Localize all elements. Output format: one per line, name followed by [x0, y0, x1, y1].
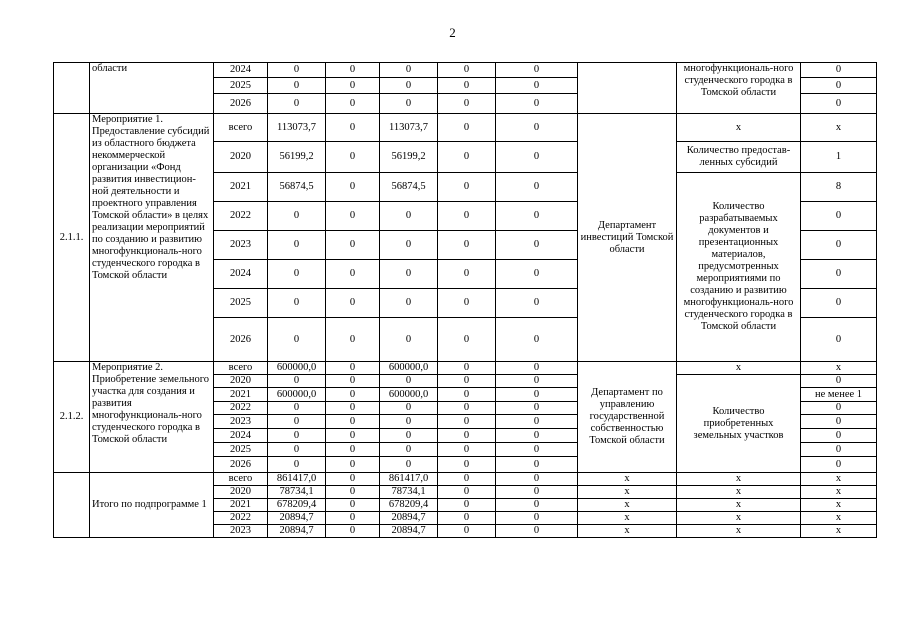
cell-obl: 0: [380, 202, 438, 231]
cell-obl: 20894,7: [380, 512, 438, 525]
cell-fed: 0: [326, 231, 380, 260]
cell-year: 2021: [214, 499, 268, 512]
cell-extra: 0: [496, 362, 578, 375]
cell-year: всего: [214, 362, 268, 375]
cell-extra: 0: [496, 231, 578, 260]
cell-fed: 0: [326, 202, 380, 231]
executor-value: x: [578, 512, 677, 525]
executor-value: x: [578, 525, 677, 538]
executor-value: x: [578, 486, 677, 499]
cell-extra: 0: [496, 94, 578, 114]
cell-total: 861417,0: [268, 473, 326, 486]
cell-loc: 0: [438, 231, 496, 260]
cell-total: 600000,0: [268, 362, 326, 375]
cell-fed: 0: [326, 402, 380, 415]
indicator-name: x: [677, 362, 801, 375]
totals-name: Итого по подпрограмме 1: [90, 473, 214, 538]
id-cell: [54, 473, 90, 538]
cell-year: 2025: [214, 443, 268, 457]
cell-loc: 0: [438, 443, 496, 457]
cell-year: 2025: [214, 289, 268, 318]
cell-extra: 0: [496, 289, 578, 318]
cell-fed: 0: [326, 375, 380, 388]
cell-obl: 56874,5: [380, 173, 438, 202]
cell-obl: 861417,0: [380, 473, 438, 486]
indicator-value: 0: [801, 231, 877, 260]
indicator-name: x: [677, 486, 801, 499]
table-row: [54, 114, 877, 142]
indicator-value: x: [801, 525, 877, 538]
cell-extra: 0: [496, 402, 578, 415]
cell-extra: 0: [496, 260, 578, 289]
cell-loc: 0: [438, 486, 496, 499]
cell-total: 0: [268, 429, 326, 443]
indicator-name: x: [677, 499, 801, 512]
cell-extra: 0: [496, 525, 578, 538]
cell-total: 113073,7: [268, 114, 326, 142]
cell-total: 0: [268, 443, 326, 457]
cell-total: 56199,2: [268, 142, 326, 173]
cell-year: 2026: [214, 94, 268, 114]
cell-fed: 0: [326, 63, 380, 78]
cell-total: 0: [268, 457, 326, 473]
cell-fed: 0: [326, 499, 380, 512]
indicator-value: 0: [801, 443, 877, 457]
indicator-value: 0: [801, 289, 877, 318]
cell-fed: 0: [326, 114, 380, 142]
cell-obl: 0: [380, 375, 438, 388]
indicator-value: 0: [801, 94, 877, 114]
indicator-value: 0: [801, 78, 877, 94]
event-id: 2.1.1.: [54, 114, 90, 362]
cell-total: 0: [268, 78, 326, 94]
cell-loc: 0: [438, 362, 496, 375]
cell-extra: 0: [496, 457, 578, 473]
indicator-value: 0: [801, 415, 877, 429]
indicator-name: Количество приобретенных земельных участков: [677, 375, 801, 473]
cell-total: 0: [268, 289, 326, 318]
cell-extra: 0: [496, 499, 578, 512]
event-id: 2.1.2.: [54, 362, 90, 473]
cell-fed: 0: [326, 260, 380, 289]
cell-fed: 0: [326, 142, 380, 173]
cell-fed: 0: [326, 388, 380, 402]
cell-year: 2021: [214, 173, 268, 202]
cell-fed: 0: [326, 473, 380, 486]
indicator-value: 0: [801, 318, 877, 362]
indicator-value: x: [801, 486, 877, 499]
cell-loc: 0: [438, 402, 496, 415]
cell-obl: 600000,0: [380, 388, 438, 402]
event-name: Мероприятие 2. Приобретение земельного участка для создания и развития многофункциональ-ного студенческого городка в Томской области: [90, 362, 214, 473]
cell-fed: 0: [326, 173, 380, 202]
cell-year: всего: [214, 114, 268, 142]
indicator-name: многофункциональ-ного студенческого городка в Томской области: [677, 63, 801, 114]
cell-fed: 0: [326, 525, 380, 538]
table-row: [54, 473, 877, 486]
cell-loc: 0: [438, 429, 496, 443]
cell-total: 56874,5: [268, 173, 326, 202]
cell-extra: 0: [496, 114, 578, 142]
cell-extra: 0: [496, 173, 578, 202]
cell-extra: 0: [496, 375, 578, 388]
indicator-value: x: [801, 512, 877, 525]
cell-obl: 0: [380, 94, 438, 114]
cell-extra: 0: [496, 415, 578, 429]
cell-loc: 0: [438, 94, 496, 114]
cell-total: 0: [268, 94, 326, 114]
cell-fed: 0: [326, 457, 380, 473]
cell-loc: 0: [438, 457, 496, 473]
cell-extra: 0: [496, 486, 578, 499]
cell-year: 2020: [214, 486, 268, 499]
cell-total: 0: [268, 260, 326, 289]
cell-loc: 0: [438, 388, 496, 402]
indicator-name: x: [677, 525, 801, 538]
cell-extra: 0: [496, 142, 578, 173]
cell-loc: 0: [438, 499, 496, 512]
cell-fed: 0: [326, 443, 380, 457]
cell-obl: 20894,7: [380, 525, 438, 538]
cell-fed: 0: [326, 415, 380, 429]
cell-total: 0: [268, 402, 326, 415]
cell-year: 2020: [214, 375, 268, 388]
cell-extra: 0: [496, 429, 578, 443]
cell-year: 2023: [214, 231, 268, 260]
indicator-value: 0: [801, 457, 877, 473]
indicator-value: 0: [801, 375, 877, 388]
executor-name: Департамент инвестиций Томской области: [578, 114, 677, 362]
cell-year: 2026: [214, 318, 268, 362]
cell-fed: 0: [326, 318, 380, 362]
cell-extra: 0: [496, 388, 578, 402]
indicator-value: 0: [801, 402, 877, 415]
cell-extra: 0: [496, 318, 578, 362]
indicator-value: x: [801, 362, 877, 375]
cell-fed: 0: [326, 362, 380, 375]
event-name: области: [90, 63, 214, 114]
cell-total: 0: [268, 375, 326, 388]
cell-year: 2023: [214, 415, 268, 429]
cell-year: 2022: [214, 512, 268, 525]
cell-extra: 0: [496, 202, 578, 231]
indicator-value: не менее 1: [801, 388, 877, 402]
cell-obl: 0: [380, 231, 438, 260]
indicator-value: 1: [801, 142, 877, 173]
cell-total: 20894,7: [268, 525, 326, 538]
cell-year: 2023: [214, 525, 268, 538]
cell-extra: 0: [496, 473, 578, 486]
id-cell: [54, 63, 90, 114]
indicator-value: 0: [801, 63, 877, 78]
table-row: [54, 63, 877, 78]
cell-total: 0: [268, 415, 326, 429]
cell-obl: 0: [380, 318, 438, 362]
cell-total: 0: [268, 63, 326, 78]
cell-loc: 0: [438, 260, 496, 289]
cell-loc: 0: [438, 512, 496, 525]
cell-total: 678209,4: [268, 499, 326, 512]
cell-obl: 678209,4: [380, 499, 438, 512]
indicator-value: x: [801, 499, 877, 512]
cell-obl: 0: [380, 78, 438, 94]
indicator-name: Количество разрабатываемых документов и презентационных материалов, предусмотренных мероприятиями по созданию и развитию многофункциональ-ного студенческого городка в Томской области: [677, 173, 801, 362]
cell-loc: 0: [438, 415, 496, 429]
cell-loc: 0: [438, 318, 496, 362]
cell-year: 2021: [214, 388, 268, 402]
cell-year: 2024: [214, 429, 268, 443]
cell-total: 78734,1: [268, 486, 326, 499]
indicator-value: x: [801, 114, 877, 142]
executor-name: Департамент по управлению государственной собственностью Томской области: [578, 362, 677, 473]
cell-obl: 0: [380, 457, 438, 473]
cell-fed: 0: [326, 486, 380, 499]
cell-loc: 0: [438, 114, 496, 142]
cell-extra: 0: [496, 63, 578, 78]
cell-loc: 0: [438, 202, 496, 231]
cell-loc: 0: [438, 78, 496, 94]
cell-year: 2024: [214, 63, 268, 78]
event-name: Мероприятие 1. Предоставление субсидий из областного бюджета некоммерческой организации «Фонд развития инвестицион-ной деятельности и проектного управления Томской области» в целях реализации мероприятий по созданию и развитию многофункциональ-ного студенческого городка в Томской области: [90, 114, 214, 362]
cell-fed: 0: [326, 94, 380, 114]
cell-total: 0: [268, 202, 326, 231]
cell-fed: 0: [326, 512, 380, 525]
cell-total: 20894,7: [268, 512, 326, 525]
cell-obl: 0: [380, 260, 438, 289]
cell-obl: 56199,2: [380, 142, 438, 173]
cell-obl: 0: [380, 402, 438, 415]
cell-fed: 0: [326, 78, 380, 94]
cell-extra: 0: [496, 443, 578, 457]
cell-loc: 0: [438, 142, 496, 173]
cell-loc: 0: [438, 375, 496, 388]
cell-year: 2025: [214, 78, 268, 94]
cell-loc: 0: [438, 63, 496, 78]
cell-extra: 0: [496, 512, 578, 525]
page-number: 2: [449, 25, 456, 40]
cell-total: 0: [268, 231, 326, 260]
cell-loc: 0: [438, 473, 496, 486]
cell-year: 2022: [214, 402, 268, 415]
cell-loc: 0: [438, 289, 496, 318]
cell-obl: 78734,1: [380, 486, 438, 499]
cell-year: 2026: [214, 457, 268, 473]
cell-obl: 0: [380, 429, 438, 443]
indicator-value: 0: [801, 429, 877, 443]
executor-value: x: [578, 499, 677, 512]
cell-fed: 0: [326, 429, 380, 443]
executor-value: x: [578, 473, 677, 486]
cell-loc: 0: [438, 173, 496, 202]
cell-year: всего: [214, 473, 268, 486]
indicator-value: 0: [801, 202, 877, 231]
indicator-value: x: [801, 473, 877, 486]
indicator-name: Количество предостав-ленных субсидий: [677, 142, 801, 173]
cell-obl: 0: [380, 443, 438, 457]
cell-year: 2022: [214, 202, 268, 231]
executor-cell: [578, 63, 677, 114]
cell-obl: 0: [380, 415, 438, 429]
indicator-name: x: [677, 473, 801, 486]
indicator-value: 8: [801, 173, 877, 202]
table-row: [54, 362, 877, 375]
indicator-name: x: [677, 114, 801, 142]
cell-obl: 600000,0: [380, 362, 438, 375]
cell-total: 600000,0: [268, 388, 326, 402]
cell-year: 2024: [214, 260, 268, 289]
indicator-value: 0: [801, 260, 877, 289]
indicator-name: x: [677, 512, 801, 525]
cell-obl: 113073,7: [380, 114, 438, 142]
cell-fed: 0: [326, 289, 380, 318]
cell-extra: 0: [496, 78, 578, 94]
cell-obl: 0: [380, 63, 438, 78]
program-table: [53, 62, 877, 538]
cell-obl: 0: [380, 289, 438, 318]
cell-year: 2020: [214, 142, 268, 173]
cell-loc: 0: [438, 525, 496, 538]
cell-total: 0: [268, 318, 326, 362]
